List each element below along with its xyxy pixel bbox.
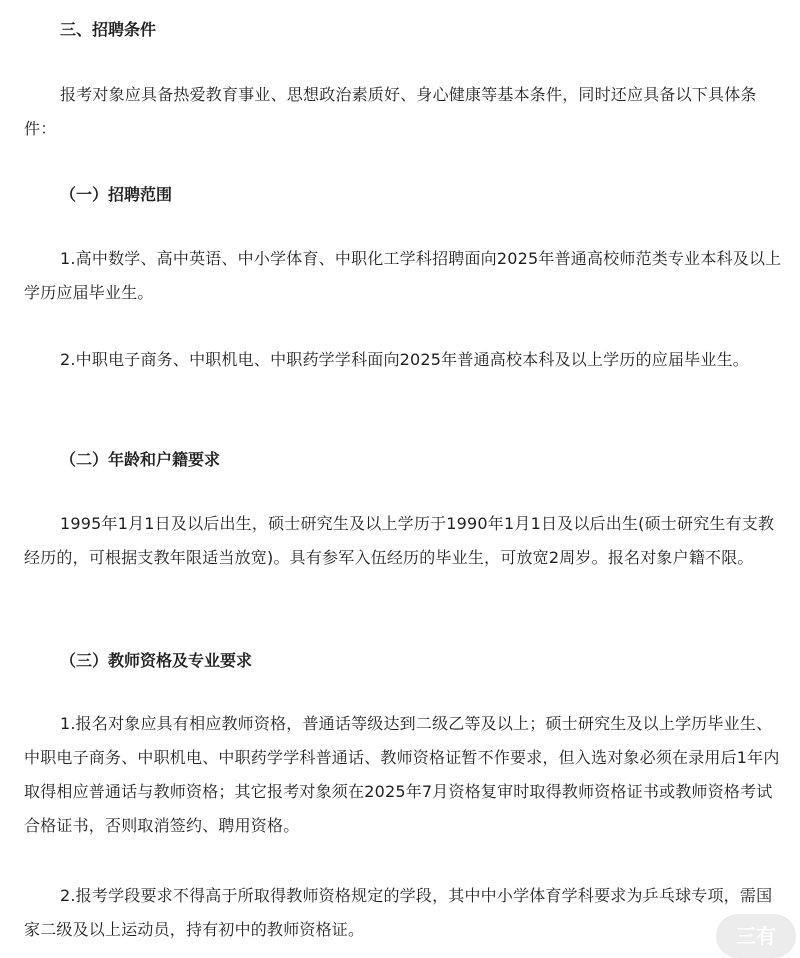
source-watermark-badge: 三有 xyxy=(716,914,796,958)
qualification-paragraph-2: 2.报考学段要求不得高于所取得教师资格规定的学段，其中中小学体育学科要求为乒乓球专项，需国家二级及以上运动员，持有初中的教师资格证。 xyxy=(24,886,773,939)
qualification-paragraph-1: 1.报名对象应具有相应教师资格，普通话等级达到二级乙等及以上；硕士研究生及以上学历毕业生、中职电子商务、中职机电、中职药学学科普通话、教师资格证暂不作要求，但入选对象必须在录用后1年内取得相应普通话与教师资格；其它报考对象须在2025年7月资格复审时取得教师资格证书或教师资格考试合格证书，否则取消签约、聘用资格。 xyxy=(24,714,780,835)
subsection-title-scope: （一）招聘范围 xyxy=(60,185,173,204)
section-title-recruitment-conditions: 三、招聘条件 xyxy=(60,20,157,39)
intro-paragraph: 报考对象应具备热爱教育事业、思想政治素质好、身心健康等基本条件，同时还应具备以下具体条件： xyxy=(24,85,757,138)
age-residence-paragraph: 1995年1月1日及以后出生，硕士研究生及以上学历于1990年1月1日及以后出生(硕士研究生有支教经历的，可根据支教年限适当放宽)。具有参军入伍经历的毕业生，可放宽2周岁。报名对象户籍不限。 xyxy=(24,514,775,567)
subsection-title-qualification: （三）教师资格及专业要求 xyxy=(60,651,253,670)
scope-paragraph-2: 2.中职电子商务、中职机电、中职药学学科面向2025年普通高校本科及以上学历的应届毕业生。 xyxy=(60,350,749,369)
subsection-title-age-residence: （二）年龄和户籍要求 xyxy=(60,450,221,469)
scope-paragraph-1: 1.高中数学、高中英语、中小学体育、中职化工学科招聘面向2025年普通高校师范类专业本科及以上学历应届毕业生。 xyxy=(24,249,782,302)
